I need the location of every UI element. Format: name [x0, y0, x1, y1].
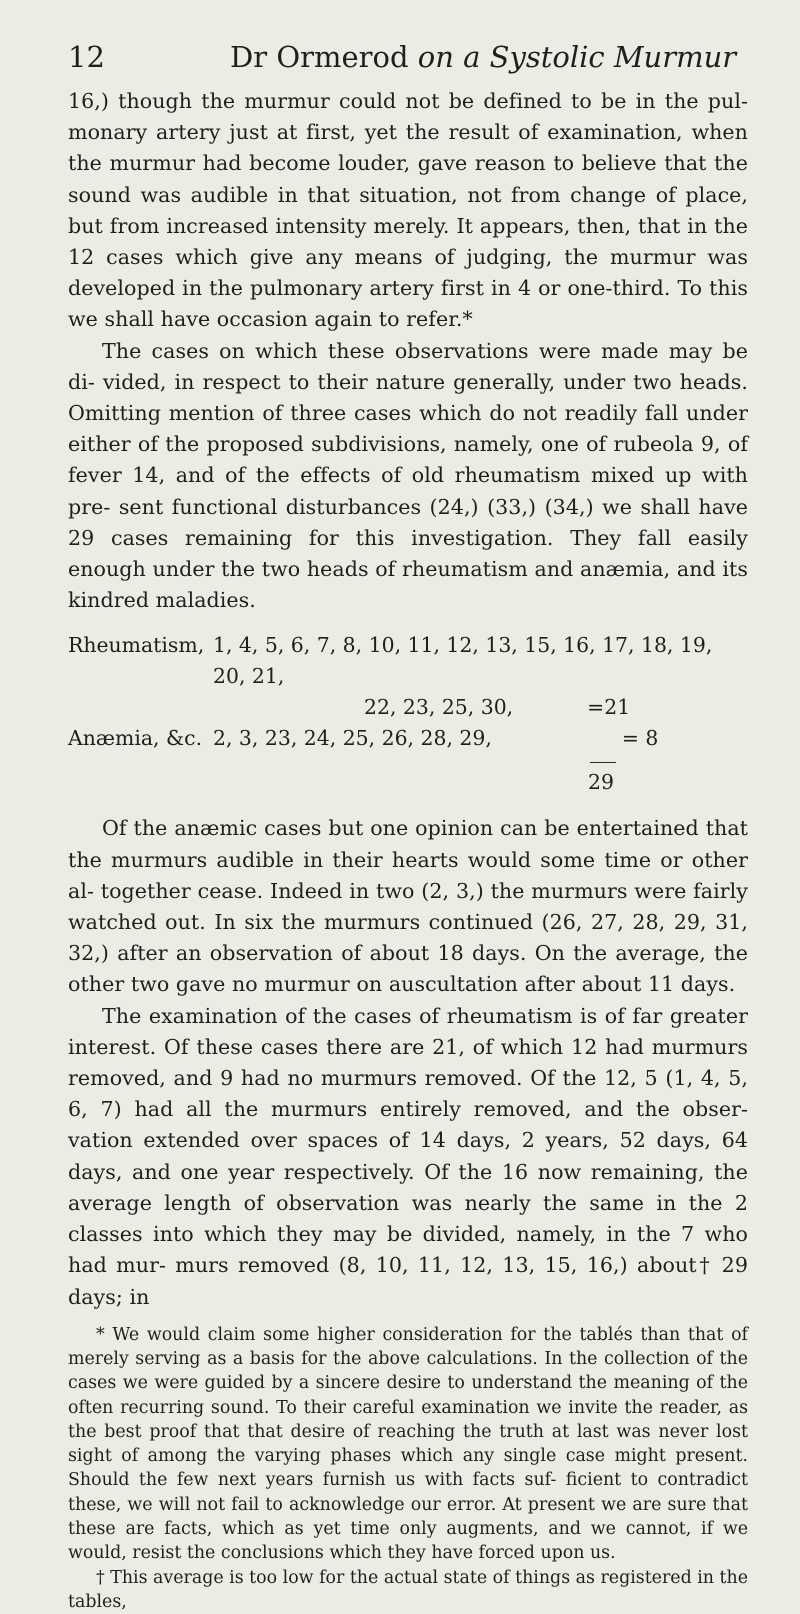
rheumatism-cases [213, 630, 748, 723]
grand-total: 29 [588, 770, 614, 795]
paragraph-rheumatism-cases: The examination of the cases of rheumatism is of far greater interest. Of these cases there are 21, of which 12 had murmurs removed, and 9 had no murmurs removed. Of the 12, 5 (1, 4, 5, 6, 7) had all the murmurs entirely removed, and the obser- vation extended over spaces of 14 days, 2 years, 52 days, 64 days, and one year respectively. Of the 16 now remaining, the average length of observation was nearly the same in the 2 classes into which they may be divided, namely, in the 7 who had mur- murs removed (8, 10, 11, 12, 13, 15, 16,) about† 29 days; in [68, 1003, 748, 1309]
case-classification-table [68, 630, 748, 795]
paragraph-continued: 16,) though the murmur could not be defined to be in the pul- monary artery just at first, yet the result of examination, when the murmur had become louder, gave reason to believe that the sound was audible in that situation, not from change of place, but from increased intensity merely. It appears, then, that in the 12 cases which give any means of judging, the murmur was developed in the pulmonary artery first in 4 or one-third. To this we shall have occasion again to refer.* [68, 89, 748, 332]
rheumatism-label: Rheumatism, [68, 633, 205, 658]
paragraph-anaemic-cases: Of the anæmic cases but one opinion can be entertained that the murmurs audible in their hearts would some time or other al- together cease. Indeed in two (2, 3,) the murmurs were fairly watched out. In six the murmurs continued (26, 27, 28, 29, 31, 32,) after an observation of about 18 days. On the average, the other two gave no murmur on auscultation after about 11 days. [68, 816, 748, 997]
running-title-author: Dr Ormerod [230, 40, 409, 74]
page-header [68, 40, 748, 86]
anaemia-label: Anæmia, &c. [68, 726, 203, 751]
anaemia-total: = 8 [621, 726, 659, 751]
main-text [68, 86, 748, 1313]
rheumatism-total: =21 [587, 695, 631, 720]
anaemia-cases-cell [213, 723, 748, 754]
anaemia-cases: 2, 3, 23, 24, 25, 26, 28, 29, [213, 726, 492, 751]
footnotes [68, 1323, 748, 1614]
page-number: 12 [68, 40, 105, 74]
anaemia-row [68, 723, 748, 754]
footnote-asterisk: * We would claim some higher consideration for the tablés than that of merely serving as a basis for the above calculations. In the collection of the cases we were guided by a sincere desire to understand the meaning of the often recurring sound. To their careful examination we invite the reader, as the best proof that that desire of reaching the truth at last was never lost sight of among the varying phases which any single case might present. Should the few next years furnish us with facts suf- ficient to contradict these, we will not fail to acknowledge our error. At present we are sure that these are facts, which as yet time only augments, and we cannot, if we would, resist the conclusions which they have forced upon us. [68, 1324, 748, 1564]
rheumatism-cases-line2: 22, 23, 25, 30, [364, 695, 514, 720]
running-title [230, 40, 736, 74]
rheumatism-cases-line1: 1, 4, 5, 6, 7, 8, 10, 11, 12, 13, 15, 16, 17, 18, 19, 20, 21, [213, 633, 713, 689]
rheumatism-row [68, 630, 748, 723]
paragraph-case-division: The cases on which these observations were made may be di- vided, in respect to their nature generally, under two heads. Omitting mention of three cases which do not readily fall under either of the proposed subdivisions, namely, one of rubeola 9, of fever 14, and of the effects of old rheumatism mixed up with pre- sent functional disturbances (24,) (33,) (34,) we shall have 29 cases remaining for this investigation. They fall easily enough under the two heads of rheumatism and anæmia, and its kindred maladies. [68, 338, 748, 613]
sum-divider [590, 762, 616, 763]
running-title-subject: on a Systolic Murmur [417, 40, 737, 74]
footnote-dagger: † This average is too low for the actual state of things as registered in the tables, [68, 1567, 749, 1612]
